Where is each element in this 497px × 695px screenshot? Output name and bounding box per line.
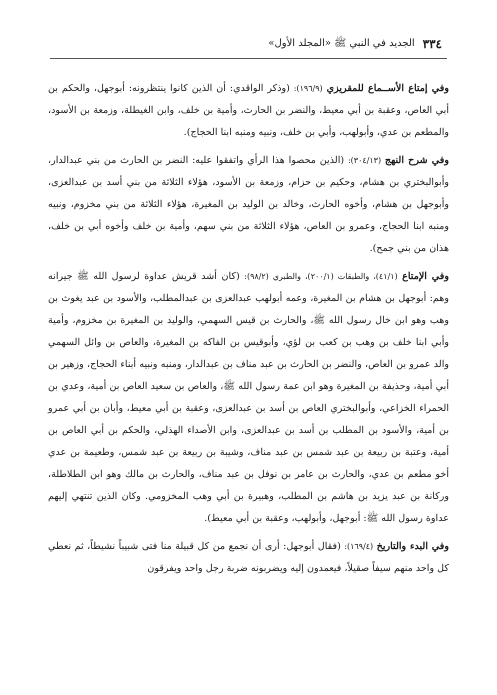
paragraph bbox=[48, 150, 449, 260]
paragraph-text: (كان أشد قريش عداوة لرسول الله ﷺ جيرانه وهم: أبوجهل بن هشام بن المغيرة، وعمه أبولهب عبدالعزى بن عبدالمطلب، والأسود بن عبد يغوث بن وهب وهو ابن خال رسول الله ﷺ، والحارث بن قيس السهمي، والوليد بن المغيرة بن مخزوم، وأمية وأبي ابنا خلف بن وهب بن كعب بن لؤي، وأبوقيس بن الفاكه بن المغيرة، والعاص بن وائل السهمي والد عمرو بن العاص، والنضر بن الحارث بن عبد مناف بن عبدالدار، ومنبه ونبيه أبناء الحجاج، وزهير بن أبي أمية، وحذيفة بن المغيرة وهو ابن عمة رسول الله ﷺ، والعاص بن سعيد العاص بن أمية، وعدي بن الحمراء الخزاعي، وأبوالبختري العاص بن أسد بن عبدالعزى، وعقبة بن أبي معيط، وأبان بن أبي عمرو بن أمية، والأسود بن المطلب بن أسد بن عبدالعزى، وابن الأصداء الهذلي، والحكم بن أبي العاص بن أمية، وعتبة بن ربيعة بن عبد شمس بن عبد مناف، وشيبة بن ربيعة بن عبد شمس، وطعيمة بن عدي أخو مطعم بن عدي، والحارث بن عامر بن نوفل بن عبد مناف، والحارث بن مالك وهو ابن الطلاطلة، وركانة بن عبد يزيد بن هاشم بن المطلب، وهبيرة بن أبي وهب المخزومي. وكان الذين تنتهي إليهم عداوة رسول الله ﷺ: أبوجهل، وأبولهب، وعقبة بن أبي معيط). bbox=[48, 271, 449, 524]
citation: (١٩٦/٩): bbox=[293, 84, 323, 93]
citation: (١٦٩/٤): bbox=[344, 542, 374, 551]
source-title: وفي إمتاع الأســماع للمقريزي bbox=[326, 83, 449, 94]
citation: (٤١/١)، والطبقات (٢٠٠/١)، والطبري (٩٨/٢): bbox=[244, 272, 398, 281]
paragraph-text: (الذين محصوا هذا الرأي واتفقوا عليه: النضر بن الحارث من بني عبدالدار، وأبوالبختري بن هشام، وحكيم بن حزام، وزمعة بن الأسود، هؤلاء الثلاثة من بني أسد بن عبدالعزى، وأبوجهل بن هشام، وأخوه الحارث، وخالد بن الوليد بن المغيرة، هؤلاء الثلاثة من بني مخزوم، ونبيه ومنبه ابنا الحجاج، وعمرو بن العاص، هؤلاء الثلاثة من بني سهم، وأمية بن خلف وأخوه أبي بن خلف، هذان من بني جمح). bbox=[48, 155, 449, 254]
paragraph bbox=[48, 266, 449, 530]
source-title: وفي البدء والتاريخ bbox=[376, 541, 449, 552]
page-number: ٣٣٤ bbox=[422, 37, 442, 51]
running-title: الجديد في النبي ﷺ «المجلد الأول» bbox=[268, 38, 415, 49]
source-title: وفي الإمتاع bbox=[402, 271, 449, 282]
page-body bbox=[48, 78, 449, 586]
paragraph-text: (وذكر الواقدي: أن الذين كانوا ينتظرونه: أبوجهل، والحكم بن أبي العاص، وعقبة بن أبي معيط، والنضر بن الحارث، وأمية بن خلف، وابن الغيطلة، وزمعة بن الأسود، والمطعم بن عدي، وأبولهب، وأبي بن خلف، ونبيه ومنبه ابنا الحجاج). bbox=[48, 83, 449, 138]
paragraph bbox=[48, 536, 449, 580]
paragraph-text: (فقال أبوجهل: أرى أن نجمع من كل قبيلة منا فتى شبيباً نشيطاً، ثم نعطي كل واحد منهم سيفاً صقيلاً، فيعمدون إليه ويضربونه ضربة رجل واحد ويفرقون bbox=[48, 541, 449, 574]
source-title: وفي شرح النهج bbox=[384, 155, 449, 166]
page-header bbox=[55, 34, 442, 54]
citation: (٣٠٤/١٣): bbox=[347, 156, 382, 165]
header-rule bbox=[50, 58, 447, 59]
paragraph bbox=[48, 78, 449, 144]
